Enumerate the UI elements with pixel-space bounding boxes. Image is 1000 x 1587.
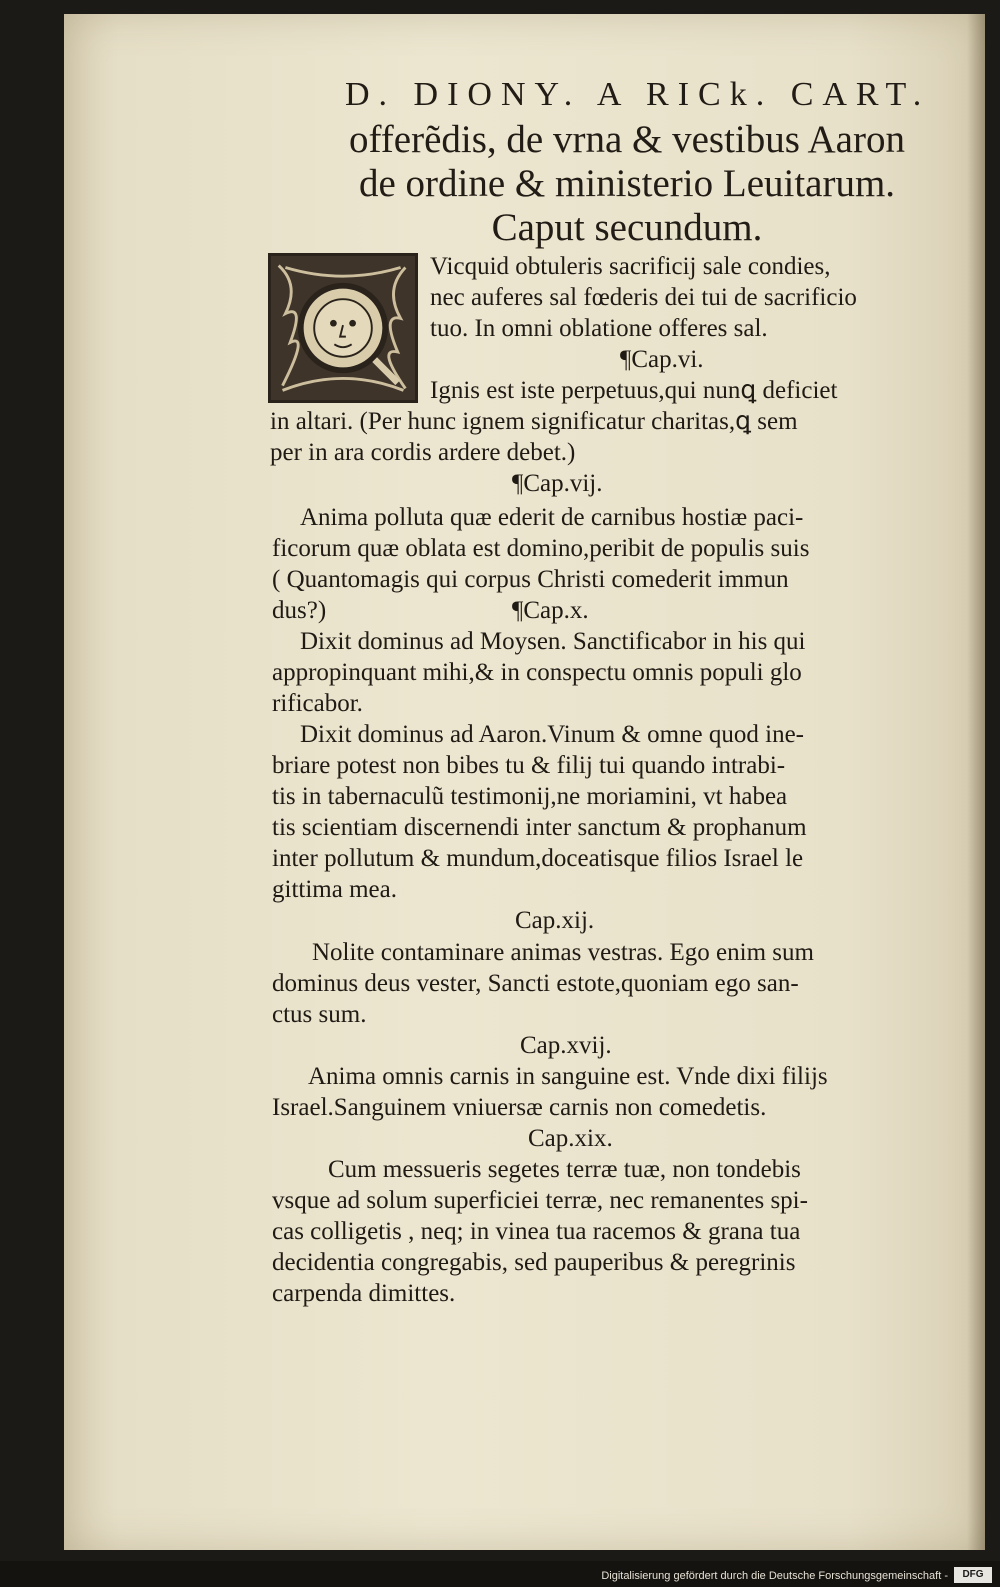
text-line: Cum messueris segetes terræ tuæ, non tondebis <box>328 1156 801 1183</box>
text-line: carpenda dimittes. <box>272 1280 456 1307</box>
chapter-mark: ¶Cap.vi. <box>620 346 704 373</box>
text-line: Dixit dominus ad Aaron.Vinum & omne quod ine- <box>300 721 805 748</box>
text-line: per in ara cordis ardere debet.) <box>270 439 576 466</box>
chapter-mark: Cap.xvij. <box>520 1032 612 1059</box>
text-line: tuo. In omni oblatione offeres sal. <box>430 315 768 342</box>
text-line: vsque ad solum superficiei terræ, nec remanentes spi- <box>272 1187 808 1214</box>
running-head: D. DIONY. A RICk. CART. <box>345 76 931 113</box>
chapter-mark: ¶Cap.vij. <box>512 470 603 497</box>
text-line: briare potest non bibes tu & filij tui quando intrabi- <box>272 752 786 779</box>
text-line: rificabor. <box>272 690 363 717</box>
title-line: de ordine & ministerio Leuitarum. <box>358 162 896 205</box>
text-line: nec auferes sal fœderis dei tui de sacrificio <box>430 284 857 311</box>
text-line: Nolite contaminare animas vestras. Ego enim sum <box>312 939 814 966</box>
chapter-mark: Cap.xij. <box>515 907 595 934</box>
text-line: cas colligetis , neq; in vinea tua racemos & grana tua <box>272 1218 801 1245</box>
text-line: gittima mea. <box>272 876 397 903</box>
text-line: tis in tabernaculũ testimonij,ne moriamini, vt habea <box>272 783 788 810</box>
text-line: tis scientiam discernendi inter sanctum & prophanum <box>272 814 807 841</box>
text-line: ctus sum. <box>272 1001 367 1028</box>
title-line: Caput secundum. <box>491 206 763 249</box>
woodcut-face-icon <box>271 256 415 400</box>
text-line: Dixit dominus ad Moysen. Sanctificabor in his qui <box>300 628 806 655</box>
dfg-logo: DFG <box>954 1567 992 1583</box>
chapter-mark: Cap.xix. <box>528 1125 613 1152</box>
text-line: Anima polluta quæ ederit de carnibus hostiæ paci- <box>300 504 804 531</box>
text-line: ( Quantomagis qui corpus Christi comederit immun <box>272 566 789 593</box>
text-line: in altari. (Per hunc ignem significatur charitas,ꝗ sem <box>270 408 798 435</box>
text-line: ficorum quæ oblata est domino,peribit de populis suis <box>272 535 810 562</box>
text-line: Anima omnis carnis in sanguine est. Vnde dixi filijs <box>308 1063 828 1090</box>
text-line: Israel.Sanguinem vniuersæ carnis non comedetis. <box>272 1094 767 1121</box>
text-line: Vicquid obtuleris sacrificij sale condies, <box>430 253 831 280</box>
title-line: offerẽdis, de vrna & vestibus Aaron <box>349 118 905 161</box>
text-line: dominus deus vester, Sancti estote,quoniam ego san- <box>272 970 799 997</box>
footer-bar <box>0 1561 1000 1587</box>
text-line: inter pollutum & mundum,doceatisque filios Israel le <box>272 845 804 872</box>
funding-credit: Digitalisierung gefördert durch die Deutsche Forschungsgemeinschaft - <box>601 1570 948 1582</box>
text-line: Ignis est iste perpetuus,qui nunꝗ deficiet <box>430 377 838 404</box>
chapter-mark: ¶Cap.x. <box>512 597 589 624</box>
text-line: appropinquant mihi,& in conspectu omnis populi glo <box>272 659 802 686</box>
chapter-title <box>312 118 942 250</box>
text-line: dus?) <box>272 597 327 624</box>
decorated-initial-q <box>268 253 418 403</box>
text-line: decidentia congregabis, sed pauperibus & peregrinis <box>272 1249 796 1276</box>
